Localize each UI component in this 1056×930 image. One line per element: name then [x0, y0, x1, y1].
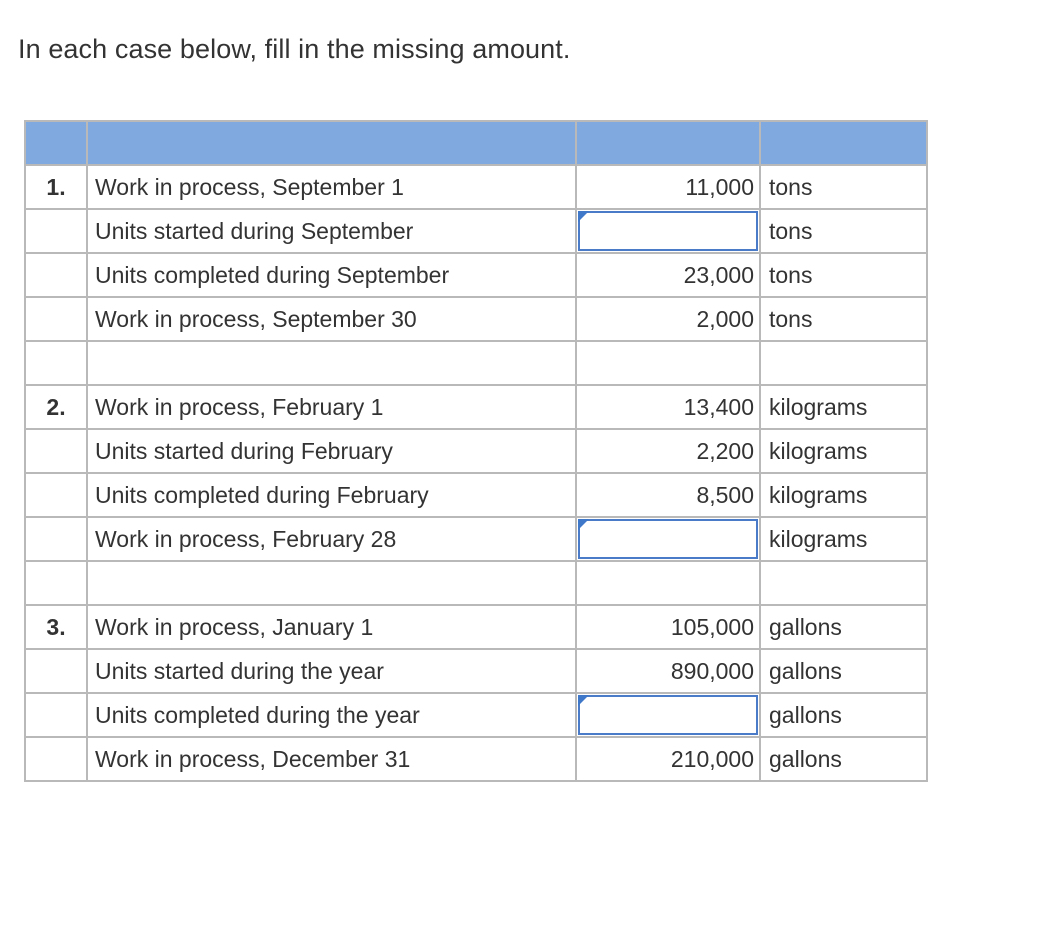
- spacer-cell: [760, 341, 927, 385]
- spacer-row: [25, 341, 927, 385]
- row-label: Work in process, January 1: [87, 605, 576, 649]
- table-row: [25, 517, 927, 561]
- row-label: Units completed during September: [87, 253, 576, 297]
- spacer-row: [25, 561, 927, 605]
- empty-cell: [25, 473, 87, 517]
- empty-cell: [25, 517, 87, 561]
- amount-value: 11,000: [576, 165, 760, 209]
- unit-label: tons: [760, 165, 927, 209]
- row-label: Work in process, December 31: [87, 737, 576, 781]
- spacer-cell: [25, 561, 87, 605]
- instructions-text: In each case below, fill in the missing amount.: [18, 34, 571, 64]
- unit-label: kilograms: [760, 429, 927, 473]
- row-label: Work in process, February 28: [87, 517, 576, 561]
- unit-label: tons: [760, 297, 927, 341]
- table-header-row: [25, 121, 927, 165]
- amount-value: 13,400: [576, 385, 760, 429]
- spacer-cell: [760, 561, 927, 605]
- unit-label: gallons: [760, 605, 927, 649]
- header-cell: [87, 121, 576, 165]
- table-row: [25, 253, 927, 297]
- row-label: Work in process, September 1: [87, 165, 576, 209]
- row-label: Units completed during February: [87, 473, 576, 517]
- spacer-cell: [87, 341, 576, 385]
- table-row: [25, 473, 927, 517]
- unit-label: kilograms: [760, 517, 927, 561]
- missing-amount-input[interactable]: [578, 211, 758, 251]
- row-label: Work in process, September 30: [87, 297, 576, 341]
- case-number: 2.: [25, 385, 87, 429]
- unit-label: tons: [760, 209, 927, 253]
- empty-cell: [25, 429, 87, 473]
- missing-amount-input[interactable]: [578, 519, 758, 559]
- spacer-cell: [576, 561, 760, 605]
- table-row: [25, 165, 927, 209]
- unit-label: gallons: [760, 649, 927, 693]
- amount-input-cell[interactable]: [576, 693, 760, 737]
- row-label: Units started during February: [87, 429, 576, 473]
- table-row: [25, 693, 927, 737]
- amount-input-cell[interactable]: [576, 209, 760, 253]
- table-row: [25, 297, 927, 341]
- row-label: Units started during September: [87, 209, 576, 253]
- header-cell: [576, 121, 760, 165]
- empty-cell: [25, 737, 87, 781]
- empty-cell: [25, 693, 87, 737]
- table-row: [25, 209, 927, 253]
- row-label: Work in process, February 1: [87, 385, 576, 429]
- empty-cell: [25, 297, 87, 341]
- amount-input-cell[interactable]: [576, 517, 760, 561]
- empty-cell: [25, 209, 87, 253]
- spacer-cell: [576, 341, 760, 385]
- table-row: [25, 737, 927, 781]
- amount-value: 2,000: [576, 297, 760, 341]
- table-row: [25, 385, 927, 429]
- table-row: [25, 429, 927, 473]
- case-number: 1.: [25, 165, 87, 209]
- header-cell: [25, 121, 87, 165]
- empty-cell: [25, 253, 87, 297]
- unit-label: kilograms: [760, 385, 927, 429]
- table-row: [25, 605, 927, 649]
- row-label: Units completed during the year: [87, 693, 576, 737]
- spacer-cell: [25, 341, 87, 385]
- table-body: [25, 121, 927, 781]
- amount-value: 105,000: [576, 605, 760, 649]
- unit-label: gallons: [760, 693, 927, 737]
- amount-value: 23,000: [576, 253, 760, 297]
- amount-value: 2,200: [576, 429, 760, 473]
- unit-label: kilograms: [760, 473, 927, 517]
- amount-value: 890,000: [576, 649, 760, 693]
- empty-cell: [25, 649, 87, 693]
- amount-value: 8,500: [576, 473, 760, 517]
- header-cell: [760, 121, 927, 165]
- row-label: Units started during the year: [87, 649, 576, 693]
- amount-value: 210,000: [576, 737, 760, 781]
- unit-label: tons: [760, 253, 927, 297]
- missing-amounts-table: [24, 120, 928, 782]
- unit-label: gallons: [760, 737, 927, 781]
- case-number: 3.: [25, 605, 87, 649]
- missing-amount-input[interactable]: [578, 695, 758, 735]
- spacer-cell: [87, 561, 576, 605]
- table-row: [25, 649, 927, 693]
